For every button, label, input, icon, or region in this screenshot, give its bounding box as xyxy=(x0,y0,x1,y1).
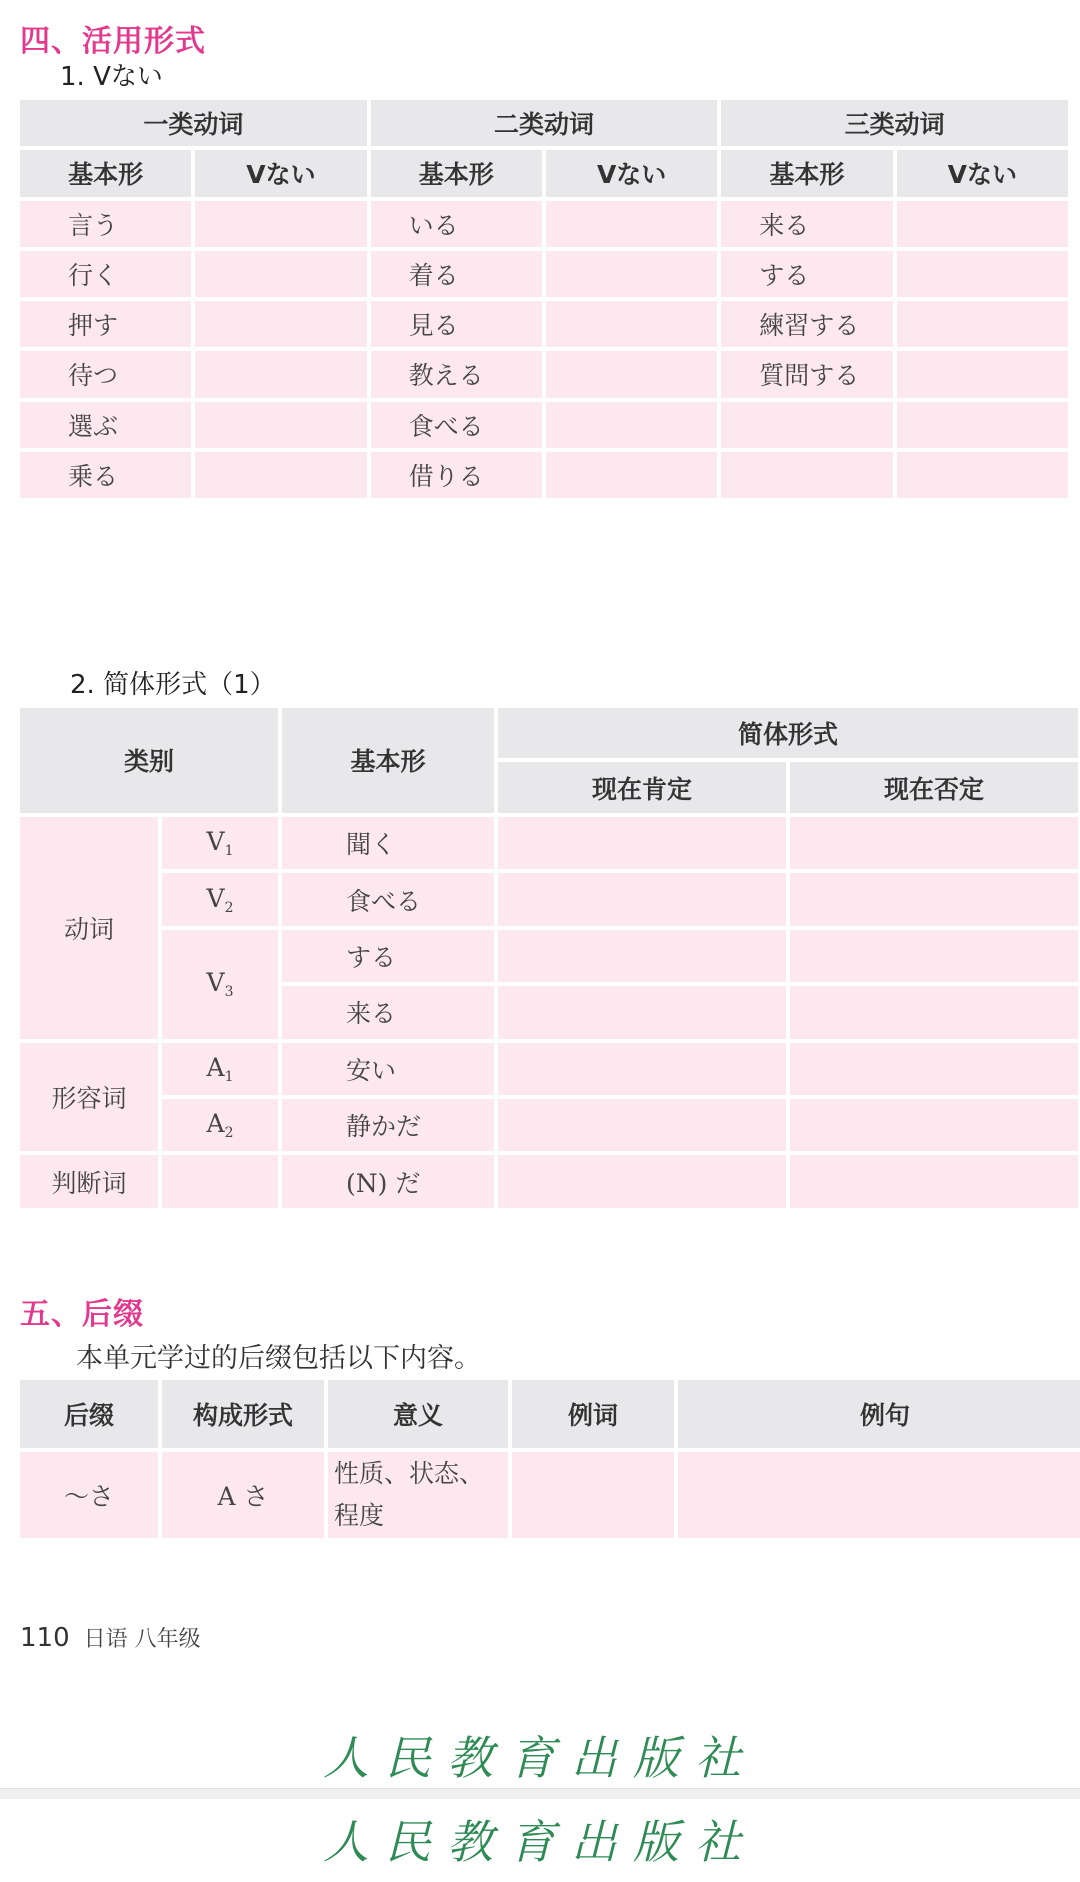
verb-cell: 教える xyxy=(371,351,542,397)
verb-cell: 言う xyxy=(20,201,191,247)
header-formation: 构成形式 xyxy=(162,1380,324,1448)
answer-cell[interactable] xyxy=(195,452,366,498)
subtype-v2: $V_2$ xyxy=(162,873,278,925)
category-copula: 判断词 xyxy=(20,1155,158,1208)
word-cell: 聞く xyxy=(282,817,494,869)
verb-cell: 見る xyxy=(371,301,542,347)
verb-cell: 行く xyxy=(20,251,191,297)
subsection-title-plain-form: 2. 简体形式（1） xyxy=(70,670,276,700)
verb-cell xyxy=(721,402,892,448)
header-present-negative: 现在否定 xyxy=(790,762,1078,812)
answer-cell[interactable] xyxy=(546,251,717,297)
formation-cell: A さ xyxy=(162,1452,324,1538)
book-title: 日语 八年级 xyxy=(83,1627,201,1652)
answer-cell[interactable] xyxy=(498,1155,786,1208)
verb-cell: 質問する xyxy=(721,351,892,397)
answer-cell[interactable] xyxy=(498,817,786,869)
table-row xyxy=(20,402,1068,448)
word-cell: (N) だ xyxy=(282,1155,494,1208)
page-divider xyxy=(0,1788,1080,1799)
meaning-cell xyxy=(328,1452,508,1538)
verb-cell: 練習する xyxy=(721,301,892,347)
header-vnai: Vない xyxy=(195,150,366,196)
suffix-intro: 本单元学过的后缀包括以下内容。 xyxy=(76,1343,481,1374)
table-row xyxy=(20,1155,1078,1208)
verb-cell: 借りる xyxy=(371,452,542,498)
table-row xyxy=(20,301,1068,347)
table-row xyxy=(20,1452,1080,1538)
header-meaning: 意义 xyxy=(328,1380,508,1448)
table-row xyxy=(20,817,1078,869)
verb-cell: いる xyxy=(371,201,542,247)
header-vnai: Vない xyxy=(897,150,1068,196)
answer-cell[interactable] xyxy=(897,201,1068,247)
word-cell: 来る xyxy=(282,986,494,1038)
answer-cell[interactable] xyxy=(546,351,717,397)
verb-cell: 食べる xyxy=(371,402,542,448)
word-cell: する xyxy=(282,930,494,982)
verb-cell: 乗る xyxy=(20,452,191,498)
vnai-table xyxy=(16,96,1072,502)
answer-cell[interactable] xyxy=(498,930,786,982)
header-plain-form: 简体形式 xyxy=(498,708,1078,758)
table-row xyxy=(20,1099,1078,1151)
verb-cell: 押す xyxy=(20,301,191,347)
answer-cell[interactable] xyxy=(195,402,366,448)
verb-cell: 来る xyxy=(721,201,892,247)
verb-cell xyxy=(721,452,892,498)
answer-cell[interactable] xyxy=(790,1155,1078,1208)
table-row xyxy=(20,201,1068,247)
header-basic-form: 基本形 xyxy=(282,708,494,813)
category-verb: 动词 xyxy=(20,817,158,1039)
answer-cell[interactable] xyxy=(498,873,786,925)
answer-cell[interactable] xyxy=(790,930,1078,982)
verb-cell: 着る xyxy=(371,251,542,297)
header-basic-form: 基本形 xyxy=(20,150,191,196)
word-cell: 食べる xyxy=(282,873,494,925)
subtype-v1: $V_1$ xyxy=(162,817,278,869)
section-title-conjugation: 四、活用形式 xyxy=(20,24,206,59)
section-title-suffix: 五、后缀 xyxy=(20,1297,144,1332)
subtype-a1: $A_1$ xyxy=(162,1043,278,1095)
header-basic-form: 基本形 xyxy=(721,150,892,196)
answer-cell[interactable] xyxy=(790,986,1078,1038)
publisher-logo: 人民教育出版社 xyxy=(323,1815,757,1869)
page-number: 110 xyxy=(20,1623,70,1653)
verb-cell: する xyxy=(721,251,892,297)
answer-cell[interactable] xyxy=(897,351,1068,397)
plain-form-table xyxy=(16,704,1080,1212)
suffix-table xyxy=(16,1376,1080,1542)
table-row xyxy=(20,1043,1078,1095)
header-group3-verbs: 三类动词 xyxy=(721,100,1068,146)
header-basic-form: 基本形 xyxy=(371,150,542,196)
answer-cell[interactable] xyxy=(897,251,1068,297)
meaning-line: 程度 xyxy=(334,1501,385,1530)
table-row xyxy=(20,873,1078,925)
category-adjective: 形容词 xyxy=(20,1043,158,1152)
verb-cell: 選ぶ xyxy=(20,402,191,448)
answer-cell[interactable] xyxy=(498,1099,786,1151)
answer-cell[interactable] xyxy=(195,351,366,397)
answer-cell[interactable] xyxy=(546,201,717,247)
table-row xyxy=(20,351,1068,397)
meaning-line: 性质、状态、 xyxy=(334,1459,485,1488)
answer-cell[interactable] xyxy=(790,1099,1078,1151)
header-category: 类别 xyxy=(20,708,278,813)
subsection-title-vnai: 1. Vない xyxy=(60,62,163,92)
example-word-cell[interactable] xyxy=(512,1452,674,1538)
word-cell: 静かだ xyxy=(282,1099,494,1151)
answer-cell[interactable] xyxy=(546,301,717,347)
subtype-v3: $V_3$ xyxy=(162,930,278,1039)
header-vnai: Vない xyxy=(546,150,717,196)
header-group2-verbs: 二类动词 xyxy=(371,100,718,146)
example-sentence-cell[interactable] xyxy=(678,1452,1080,1538)
answer-cell[interactable] xyxy=(195,251,366,297)
subtype-a2: $A_2$ xyxy=(162,1099,278,1151)
header-example-word: 例词 xyxy=(512,1380,674,1448)
word-cell: 安い xyxy=(282,1043,494,1095)
answer-cell[interactable] xyxy=(897,452,1068,498)
suffix-cell: ～さ xyxy=(20,1452,158,1538)
subtype-empty xyxy=(162,1155,278,1208)
answer-cell[interactable] xyxy=(790,1043,1078,1095)
answer-cell[interactable] xyxy=(897,402,1068,448)
answer-cell[interactable] xyxy=(498,1043,786,1095)
header-example-sentence: 例句 xyxy=(678,1380,1080,1448)
answer-cell[interactable] xyxy=(790,873,1078,925)
answer-cell[interactable] xyxy=(790,817,1078,869)
answer-cell[interactable] xyxy=(498,986,786,1038)
answer-cell[interactable] xyxy=(195,301,366,347)
answer-cell[interactable] xyxy=(195,201,366,247)
page-footer xyxy=(20,1622,201,1653)
header-group1-verbs: 一类动词 xyxy=(20,100,367,146)
answer-cell[interactable] xyxy=(546,402,717,448)
publisher-logo: 人民教育出版社 xyxy=(323,1731,757,1785)
table-row xyxy=(20,251,1068,297)
header-suffix: 后缀 xyxy=(20,1380,158,1448)
answer-cell[interactable] xyxy=(897,301,1068,347)
table-row xyxy=(20,452,1068,498)
answer-cell[interactable] xyxy=(546,452,717,498)
table-row xyxy=(20,930,1078,982)
header-present-affirmative: 现在肯定 xyxy=(498,762,786,812)
verb-cell: 待つ xyxy=(20,351,191,397)
